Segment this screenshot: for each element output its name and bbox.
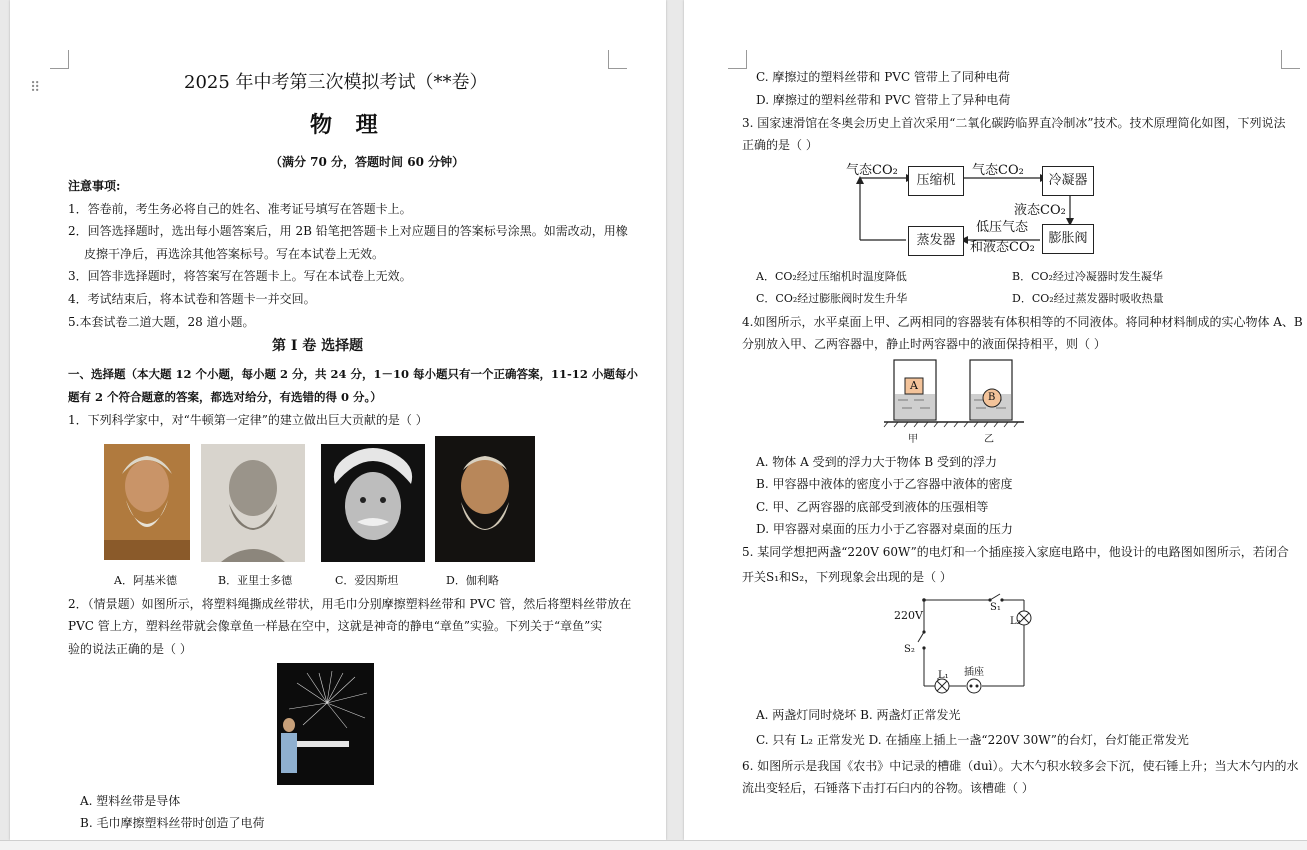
valve-box: 膨胀阀 — [1042, 224, 1094, 254]
score-info: （满分 70 分，答题时间 60 分钟） — [270, 155, 465, 169]
q1-option-d: D．伽利略 — [446, 574, 499, 587]
margin-corner-top-right — [608, 50, 627, 69]
aristotle-portrait — [201, 444, 305, 562]
notice-line: 2．回答选择题时，选出每小题答案后，用 2B 铅笔把答题卡上对应题目的答案标号涂黑。如需改动，用橡 — [68, 224, 628, 238]
q4-option-b: B. 甲容器中液体的密度小于乙容器中液体的密度 — [756, 477, 1013, 491]
document-page-left — [10, 0, 666, 840]
einstein-portrait — [321, 444, 425, 562]
containers-diagram — [880, 356, 1030, 448]
q3-option-c: C．CO₂经过膨胀阀时发生升华 — [756, 292, 908, 305]
section-title: 第 I 卷 选择题 — [272, 338, 364, 354]
gas-co2-top-label: 气态CO₂ — [972, 163, 1024, 178]
question-5: 5. 某同学想把两盏“220V 60W”的电灯和一个插座接入家庭电路中，他设计的电路图如图所示，若闭合 — [742, 545, 1289, 559]
q1-option-a: A．阿基米德 — [114, 574, 177, 587]
question-2: PVC 管上方，塑料丝带就会像章鱼一样悬在空中，这就是神奇的静电“章鱼”实验。下列关于“章鱼”实 — [68, 619, 603, 633]
evaporator-box: 蒸发器 — [908, 226, 964, 256]
q5-options-line: A. 两盏灯同时烧坏 B. 两盏灯正常发光 — [756, 708, 961, 722]
question-1: 1．下列科学家中，对“牛顿第一定律”的建立做出巨大贡献的是（ ） — [68, 413, 428, 427]
notice-title: 注意事项: — [68, 179, 121, 193]
q3-option-d: D．CO₂经过蒸发器时吸收热量 — [1012, 292, 1164, 305]
question-2: 2．（情景题）如图所示，将塑料绳撕成丝带状，用毛巾分别摩擦塑料丝带和 PVC 管，然后将塑料丝带放在 — [68, 597, 632, 611]
question-4: 分别放入甲、乙两容器中，静止时两容器中的液面保持相平，则（ ） — [742, 337, 1106, 351]
q5-options-line: C. 只有 L₂ 正常发光 D. 在插座上插上一盏“220V 30W”的台灯，台灯能正常发光 — [756, 733, 1189, 747]
block-a-label: A — [910, 379, 918, 392]
socket-label: 插座 — [964, 667, 984, 678]
part-one-instructions: 一、选择题（本大题 12 个小题，每小题 2 分，共 24 分，1－10 每小题只有一个正确答案，11-12 小题每小 — [68, 367, 638, 381]
q2-option-d: D. 摩擦过的塑料丝带和 PVC 管带上了异种电荷 — [756, 93, 1011, 107]
part-one-instructions: 题有 2 个符合题意的答案，都选对给分，有选错的得 0 分。） — [68, 390, 382, 404]
q4-option-d: D. 甲容器对桌面的压力小于乙容器对桌面的压力 — [756, 522, 1013, 536]
exam-title: 2025 年中考第三次模拟考试（**卷） — [184, 72, 488, 93]
notice-line: 皮擦干净后，再选涂其他答案标号。写在本试卷上无效。 — [84, 247, 385, 261]
container-jia-label: 甲 — [908, 434, 918, 445]
low-pressure-label: 和液态CO₂ — [970, 240, 1035, 255]
exam-subject: 物 理 — [310, 112, 386, 138]
q1-option-b: B．亚里士多德 — [218, 574, 293, 587]
switch-s1-label: S₁ — [990, 602, 1001, 613]
drag-handle-icon[interactable]: ⠿ — [30, 80, 41, 96]
q2-option-c: C. 摩擦过的塑料丝带和 PVC 管带上了同种电荷 — [756, 70, 1010, 84]
q2-option-a: A. 塑料丝带是导体 — [80, 794, 181, 808]
archimedes-portrait — [104, 444, 190, 560]
question-6: 6. 如图所示是我国《农书》中记录的槽碓（duì）。大木勺积水较多会下沉，使石锤上升；当大木勺内的水 — [742, 759, 1299, 773]
notice-line: 5.本套试卷二道大题，28 道小题。 — [68, 315, 255, 329]
galileo-portrait — [435, 436, 535, 562]
notice-line: 4．考试结束后，将本试卷和答题卡一并交回。 — [68, 292, 316, 306]
gas-co2-left-label: 气态CO₂ — [846, 163, 898, 178]
condenser-box: 冷凝器 — [1042, 166, 1094, 196]
q4-option-c: C. 甲、乙两容器的底部受到液体的压强相等 — [756, 500, 989, 514]
document-page-right — [684, 0, 1307, 840]
question-4: 4.如图所示，水平桌面上甲、乙两相同的容器装有体积相等的不同液体。将同种材料制成的实心物体 A、B — [742, 315, 1303, 329]
compressor-box: 压缩机 — [908, 166, 964, 196]
switch-s2-label: S₂ — [904, 644, 915, 655]
circuit-diagram — [890, 592, 1050, 702]
co2-refrigeration-diagram — [844, 160, 1104, 260]
question-6: 流出变轻后，石锤落下击打石臼内的谷物。该槽碓（ ） — [742, 781, 1034, 795]
notice-line: 1．答卷前，考生务必将自己的姓名、准考证号填写在答题卡上。 — [68, 202, 412, 216]
margin-corner-top-right — [1281, 50, 1300, 69]
question-3: 正确的是（ ） — [742, 138, 818, 152]
question-3: 3. 国家速滑馆在冬奥会历史上首次采用“二氧化碳跨临界直冷制冰”技术。技术原理简化如图，下列说法 — [742, 116, 1286, 130]
voltage-label: 220V — [894, 609, 923, 622]
lamp-l1-label: L₁ — [938, 670, 949, 681]
q2-option-b: B. 毛巾摩擦塑料丝带时创造了电荷 — [80, 816, 265, 830]
q3-option-a: A．CO₂经过压缩机时温度降低 — [756, 270, 907, 283]
container-yi-label: 乙 — [984, 434, 994, 445]
low-pressure-label: 低压气态 — [976, 220, 1029, 235]
question-2: 验的说法正确的是（ ） — [68, 642, 192, 656]
lamp-l2-label: L₂ — [1010, 616, 1021, 627]
static-octopus-photo — [277, 663, 374, 785]
q4-option-a: A. 物体 A 受到的浮力大于物体 B 受到的浮力 — [756, 455, 998, 469]
margin-corner-top-left — [50, 50, 69, 69]
q3-option-b: B．CO₂经过冷凝器时发生凝华 — [1012, 270, 1163, 283]
ball-b-label: B — [988, 392, 996, 403]
notice-line: 3．回答非选择题时，将答案写在答题卡上。写在本试卷上无效。 — [68, 269, 412, 283]
q1-option-c: C．爱因斯坦 — [335, 574, 399, 587]
question-5: 开关S₁和S₂，下列现象会出现的是（ ） — [742, 570, 952, 584]
margin-corner-top-left — [728, 50, 747, 69]
liquid-co2-label: 液态CO₂ — [1014, 203, 1066, 218]
